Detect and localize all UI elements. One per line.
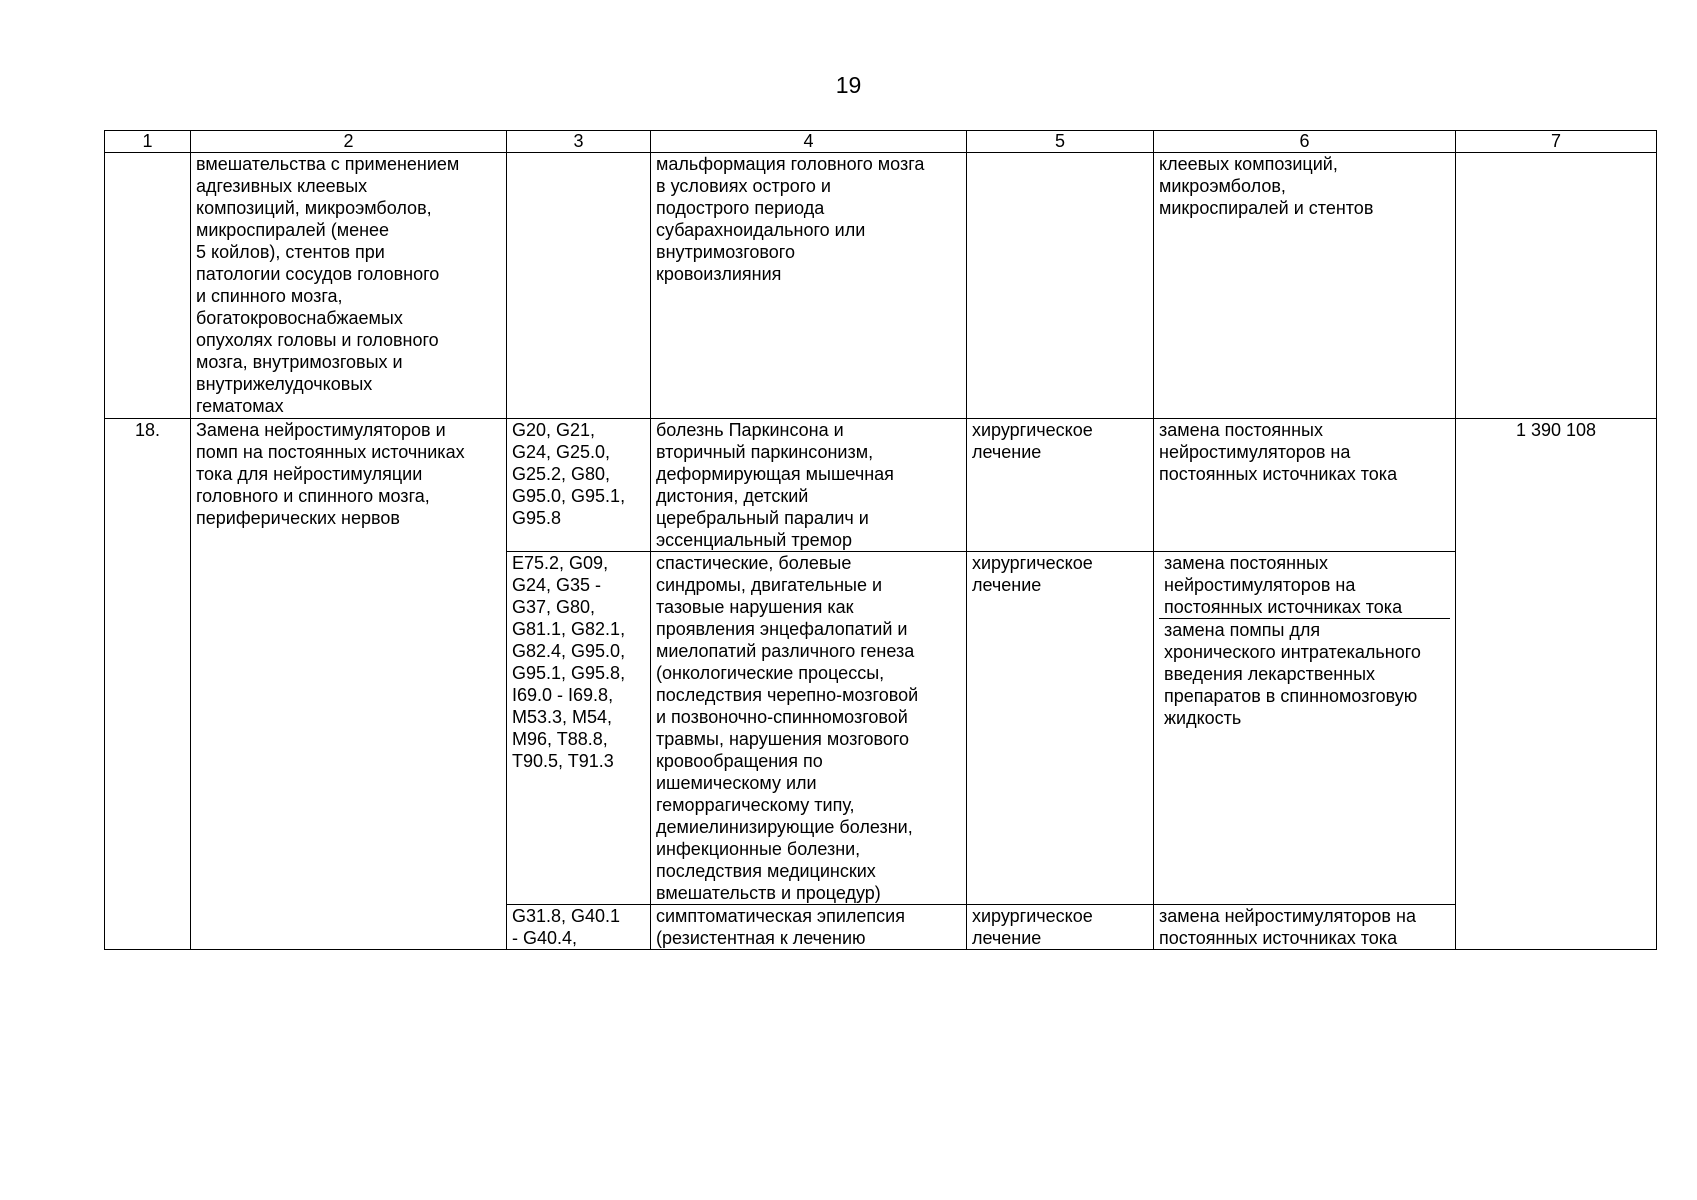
row-18-number-cell: 18.: [105, 419, 191, 950]
row-18-method-2b: [1159, 619, 1450, 729]
text-line: (онкологические процессы,: [656, 663, 885, 683]
text-line: замена помпы для: [1164, 620, 1321, 640]
text-line: нейростимуляторов на: [1159, 442, 1351, 462]
text-line: G95.8: [512, 508, 562, 528]
text-line: ишемическому или: [656, 773, 817, 793]
column-header-5: 5: [967, 131, 1154, 153]
medical-procedures-table: [104, 130, 1657, 950]
text-line: хирургическое: [972, 553, 1093, 573]
row-18-method-cell-1: [1154, 419, 1456, 552]
text-line: M53.3, M54,: [512, 707, 613, 727]
text-line: 5 койлов), стентов при: [196, 242, 385, 262]
text-line: микроспиралей (менее: [196, 220, 390, 240]
text-line: спастические, болевые: [656, 553, 852, 573]
text-line: и спинного мозга,: [196, 286, 343, 306]
continuation-method-cell: [1154, 153, 1456, 419]
text-line: E75.2, G09,: [512, 553, 609, 573]
text-line: T90.5, T91.3: [512, 751, 614, 771]
text-line: мозга, внутримозговых и: [196, 352, 403, 372]
text-line: симптоматическая эпилепсия: [656, 906, 905, 926]
text-line: травмы, нарушения мозгового: [656, 729, 910, 749]
text-line: вмешательства с применением: [196, 154, 460, 174]
text-line: богатокровоснабжаемых: [196, 308, 403, 328]
row-18-diagnosis-cell-1: [651, 419, 967, 552]
text-line: тазовые нарушения как: [656, 597, 854, 617]
text-line: замена постоянных: [1159, 420, 1323, 440]
row-18-price-cell: 1 390 108: [1456, 419, 1657, 950]
text-line: лечение: [972, 442, 1042, 462]
text-line: геморрагическому типу,: [656, 795, 855, 815]
text-line: церебральный паралич и: [656, 508, 869, 528]
text-line: вмешательств и процедур): [656, 883, 881, 903]
column-header-6: 6: [1154, 131, 1456, 153]
text-line: гематомах: [196, 396, 284, 416]
text-line: внутримозгового: [656, 242, 795, 262]
page-number: 19: [835, 72, 862, 98]
text-line: головного и спинного мозга,: [196, 486, 430, 506]
text-line: G20, G21,: [512, 420, 596, 440]
text-line: синдромы, двигательные и: [656, 575, 883, 595]
continuation-price-cell: [1456, 153, 1657, 419]
column-header-3: 3: [507, 131, 651, 153]
continuation-name-cell: [191, 153, 507, 419]
continuation-row: [105, 153, 1657, 419]
text-line: G95.1, G95.8,: [512, 663, 626, 683]
row-18-diagnosis-cell-2: [651, 552, 967, 905]
text-line: последствия медицинских: [656, 861, 876, 881]
row-18-method-cell-3: [1154, 905, 1456, 950]
text-line: периферических нервов: [196, 508, 400, 528]
text-line: проявления энцефалопатий и: [656, 619, 908, 639]
text-line: G25.2, G80,: [512, 464, 611, 484]
text-line: замена нейростимуляторов на: [1159, 906, 1416, 926]
text-line: (резистентная к лечению: [656, 928, 866, 948]
text-line: G24, G35 -: [512, 575, 602, 595]
column-header-7: 7: [1456, 131, 1657, 153]
text-line: дистония, детский: [656, 486, 809, 506]
text-line: эссенциальный тремор: [656, 530, 852, 550]
text-line: жидкость: [1164, 708, 1242, 728]
text-line: внутрижелудочковых: [196, 374, 373, 394]
column-number-header-row: [105, 131, 1657, 153]
text-line: постоянных источниках тока: [1159, 464, 1398, 484]
continuation-treatment-cell: [967, 153, 1154, 419]
row-18-codes-cell-3: [507, 905, 651, 950]
text-line: G95.0, G95.1,: [512, 486, 626, 506]
text-line: G24, G25.0,: [512, 442, 611, 462]
column-header-2: 2: [191, 131, 507, 153]
text-line: субарахноидального или: [656, 220, 866, 240]
text-line: клеевых композиций,: [1159, 154, 1338, 174]
text-line: деформирующая мышечная: [656, 464, 894, 484]
text-line: кровообращения по: [656, 751, 823, 771]
text-line: постоянных источниках тока: [1164, 597, 1403, 617]
row-18-subrow-1: [105, 419, 1657, 552]
text-line: последствия черепно-мозговой: [656, 685, 919, 705]
text-line: миелопатий различного генеза: [656, 641, 915, 661]
text-line: адгезивных клеевых: [196, 176, 368, 196]
text-line: мальформация головного мозга: [656, 154, 925, 174]
row-18-codes-cell-2: [507, 552, 651, 905]
text-line: нейростимуляторов на: [1164, 575, 1356, 595]
text-line: замена постоянных: [1164, 553, 1328, 573]
row-18-method-cell-2: [1154, 552, 1456, 905]
text-line: и позвоночно-спинномозговой: [656, 707, 908, 727]
row-18-codes-cell-1: [507, 419, 651, 552]
text-line: кровоизлияния: [656, 264, 782, 284]
text-line: - G40.4,: [512, 928, 578, 948]
text-line: микроспиралей и стентов: [1159, 198, 1374, 218]
text-line: I69.0 - I69.8,: [512, 685, 614, 705]
continuation-number-cell: [105, 153, 191, 419]
text-line: в условиях острого и: [656, 176, 831, 196]
continuation-codes-cell: [507, 153, 651, 419]
text-line: композиций, микроэмболов,: [196, 198, 432, 218]
text-line: G82.4, G95.0,: [512, 641, 626, 661]
text-line: помп на постоянных источниках: [196, 442, 465, 462]
text-line: G81.1, G82.1,: [512, 619, 626, 639]
row-18-diagnosis-cell-3: [651, 905, 967, 950]
column-header-4: 4: [651, 131, 967, 153]
text-line: хронического интратекального: [1164, 642, 1421, 662]
text-line: хирургическое: [972, 906, 1093, 926]
text-line: препаратов в спинномозговую: [1164, 686, 1418, 706]
text-line: тока для нейростимуляции: [196, 464, 423, 484]
row-18-treatment-cell-2: [967, 552, 1154, 905]
text-line: G37, G80,: [512, 597, 596, 617]
text-line: вторичный паркинсонизм,: [656, 442, 874, 462]
text-line: Замена нейростимуляторов и: [196, 420, 446, 440]
text-line: демиелинизирующие болезни,: [656, 817, 913, 837]
column-header-1: 1: [105, 131, 191, 153]
row-18-treatment-cell-1: [967, 419, 1154, 552]
row-18-treatment-cell-3: [967, 905, 1154, 950]
text-line: болезнь Паркинсона и: [656, 420, 844, 440]
text-line: лечение: [972, 928, 1042, 948]
text-line: микроэмболов,: [1159, 176, 1286, 196]
row-18-name-cell: [191, 419, 507, 950]
text-line: подострого периода: [656, 198, 825, 218]
text-line: хирургическое: [972, 420, 1093, 440]
text-line: опухолях головы и головного: [196, 330, 439, 350]
text-line: патологии сосудов головного: [196, 264, 440, 284]
text-line: инфекционные болезни,: [656, 839, 861, 859]
row-18-method-2a: [1159, 552, 1450, 619]
text-line: введения лекарственных: [1164, 664, 1376, 684]
text-line: M96, T88.8,: [512, 729, 608, 749]
text-line: лечение: [972, 575, 1042, 595]
continuation-diagnosis-cell: [651, 153, 967, 419]
text-line: G31.8, G40.1: [512, 906, 621, 926]
text-line: постоянных источниках тока: [1159, 928, 1398, 948]
